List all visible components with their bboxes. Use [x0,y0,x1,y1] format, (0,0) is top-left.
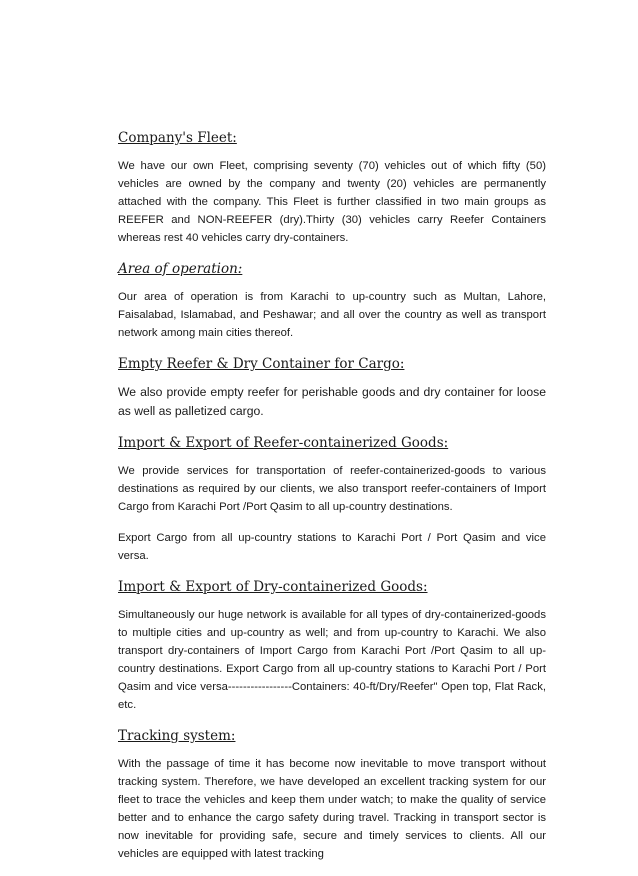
heading-companys-fleet: Company's Fleet: [118,130,237,146]
document-page [118,129,546,876]
paragraph-area-of-operation: Our area of operation is from Karachi to up-country such as Multan, Lahore, Faisalabad, Islamabad, and Peshawar; and all over the country as well as transport network among main cities thereof. [118,291,546,339]
heading-dry-goods: Import & Export of Dry-containerized Goods: [118,579,428,595]
paragraph-empty-reefer: We also provide empty reefer for perishable goods and dry container for loose as well as palletized cargo. [118,385,546,418]
heading-empty-reefer: Empty Reefer & Dry Container for Cargo: [118,356,405,372]
paragraph-reefer-goods: We provide services for transportation of reefer-containerized-goods to various destinations as required by our clients, we also transport reefer-containers of Import Cargo from Karachi Port /Port Qasim to all up-country destinations. [118,465,546,513]
heading-area-of-operation: Area of operation: [118,261,243,277]
paragraph-companys-fleet: We have our own Fleet, comprising seventy (70) vehicles out of which fifty (50) vehicles are owned by the company and twenty (20) vehicles are permanently attached with the company. This Fleet is further classified in two main groups as REEFER and NON-REEFER (dry).Thirty (30) vehicles carry Reefer Containers whereas rest 40 vehicles carry dry-containers. [118,160,546,244]
paragraph-reefer-export: Export Cargo from all up-country stations to Karachi Port / Port Qasim and vice versa. [118,532,546,562]
paragraph-dry-goods: Simultaneously our huge network is available for all types of dry-containerized-goods to multiple cities and up-country as well; and from up-country to Karachi. We also transport dry-containers of Import Cargo from Karachi Port /Port Qasim to all up-country destinations. Export Cargo from all up-country stations to Karachi Port / Port Qasim and vice versa-----------------Containers: 40-ft/Dry/Reefer" Open top, Flat Rack, etc. [118,609,546,711]
paragraph-tracking-system: With the passage of time it has become now inevitable to move transport without tracking system. Therefore, we have developed an excellent tracking system for our fleet to trace the vehicles and keep them under watch; to make the quality of service better and to enhance the cargo safety during travel. Tracking in transport sector is now inevitable for providing safe, secure and timely services to clients. All our vehicles are equipped with latest tracking [118,758,546,860]
heading-tracking-system: Tracking system: [118,728,236,744]
heading-reefer-goods: Import & Export of Reefer-containerized Goods: [118,435,449,451]
